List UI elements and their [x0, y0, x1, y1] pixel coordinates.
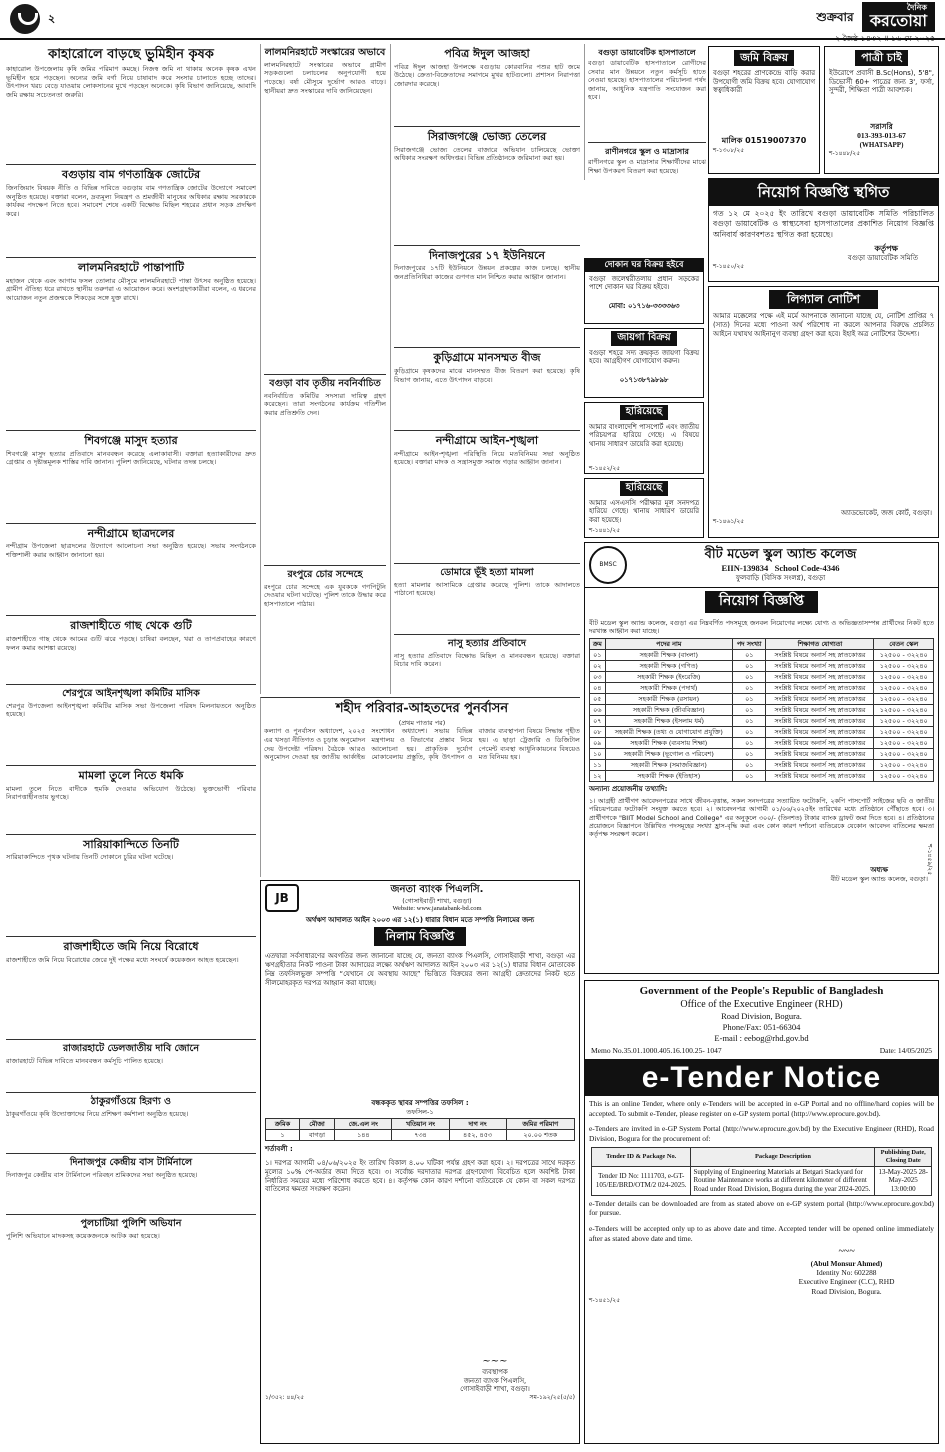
school-location: ফুলবাড়ি (বিসিক সংলগ্ন), বগুড়া: [735, 574, 826, 583]
ad-body: বগুড়া জলেশ্বরীতলায় প্রধান সড়কের পাশে দোকান ঘর বিক্রয় হইবে।: [589, 274, 699, 292]
table-cell: ১২৫০০ - ৩২২৪০: [874, 738, 934, 749]
ad-title: দোকান ঘর বিক্রয় হইবে: [585, 259, 703, 272]
ad-body: ইউরোপে প্রবাসী B.Sc(Hons), 5'8", ডিভোর্সী 60+ পাত্রের জন্য 3', ফর্সা, সুন্দরী, শিক্ষিতা পাত্রী আবশ্যক।: [829, 68, 934, 95]
recruitment-postponed-notice: [708, 178, 939, 282]
table-cell: 13-May-2025 28-May-2025 13:00:00: [875, 1166, 932, 1195]
school-logo-icon: BMSC: [589, 546, 627, 584]
property-schedule-title: বন্ধককৃত স্থাবর সম্পত্তির তফসিল :: [371, 1099, 469, 1108]
article-body: রংপুরে চোর সন্দেহে এক যুবককে গণপিটুনি দেওয়ার ঘটনা ঘটেছে। পুলিশ তাকে উদ্ধার করে হাসপাতালে পাঠায়।: [264, 582, 386, 608]
table-row: [590, 716, 934, 727]
ad-phone: 013-393-013-67: [857, 131, 906, 141]
table-cell: ০১: [732, 727, 766, 738]
table-cell: ১২৫০০ - ৩২২৪০: [874, 760, 934, 771]
article-headline: পুলচাটিয়া পুলিশি অভিযান: [80, 1217, 182, 1229]
table-cell: সহকারী শিক্ষক (পদার্থ): [605, 683, 732, 694]
signature-scribble: ~~~: [838, 1246, 855, 1258]
school-name: বীট মডেল স্কুল অ্যান্ড কলেজ: [704, 547, 857, 563]
article-headline: বগুড়ায় বাম গণতান্ত্রিক জোটের: [61, 168, 201, 182]
article-headline: কাহারোলে বাড়ছে ভুমিহীন কৃষক: [48, 47, 214, 62]
article-subtitle: (প্রথম পাতার পর): [398, 719, 446, 728]
ad-contact-label: সরাসরি: [870, 121, 893, 131]
tender-footer-2: e-Tenders will be accepted only up to as above date and time. Accepted tender will be opened online immediately after as stated above date and time.: [589, 1224, 934, 1243]
ad-contact: মালিক 01519007370: [721, 135, 807, 145]
table-header-cell: পদের নাম: [605, 639, 732, 650]
notice-body: গত ১২ মে ২০২৫ ইং তারিখে বগুড়া ডায়াবেটিক সমিতি পরিচালিত বগুড়া ডায়াবেটিক ও স্বাস্থ্যসেবা হাসপাতালের প্রকাশিত নিয়োগ বিজ্ঞপ্তি অনিবার্য কারণবশতঃ স্থগিত করা হয়েছে।: [713, 208, 934, 239]
ad-title: হারিয়েছে: [620, 405, 669, 420]
table-cell: সংশ্লিষ্ট বিষয়ে অনার্স সহ স্নাতকোত্তর: [766, 683, 874, 694]
table-cell: ১২৫০০ - ৩২২৪০: [874, 727, 934, 738]
table-row: [590, 672, 934, 683]
article-headline: পবিত্র ঈদুল আজহা: [444, 47, 530, 60]
ad-signature: অ্যাডভোকেট, জজ কোর্ট, বগুড়া।: [840, 509, 932, 517]
table-header-cell: পদ সংখ্যা: [732, 639, 766, 650]
table-cell: ৭৩৪: [392, 1130, 449, 1141]
notice-title: নিয়োগ বিজ্ঞপ্তি স্থগিত: [709, 179, 938, 206]
newspaper-logo-icon: [10, 4, 40, 34]
tender-intro-2: e-Tenders are invited in e-GP System Portal (http://www.eprocure.gov.bd) by the Executive Engineer (RHD), Road Division, Bogura for the procurement of:: [589, 1124, 934, 1143]
article-headline: রাজারহাটে ডেলজাতীয় দাবি জোনে: [62, 1043, 200, 1055]
table-cell: ০১: [732, 771, 766, 782]
school-sign: অধ্যক্ষ: [870, 866, 888, 875]
article-body: নন্দীগ্রাম উপজেলা ছাত্রদলের উদ্যোগে আলোচনা সভা অনুষ্ঠিত হয়েছে। সভায় সংগঠনকে শক্তিশালী করার আহ্বান জানানো হয়।: [6, 542, 256, 559]
article-headline: লালমনিরহাটে সংস্কারের অভাবে: [264, 47, 386, 58]
table-row: [590, 661, 934, 672]
table-cell: ০১: [732, 705, 766, 716]
table-cell: সংশ্লিষ্ট বিষয়ে অনার্স সহ স্নাতকোত্তর: [766, 705, 874, 716]
article-headline: রাণীনগরে স্কুল ও মাদ্রাসার: [605, 146, 689, 156]
table-cell: ০৯: [590, 738, 606, 749]
table-row: [590, 683, 934, 694]
ad-ref: সম-১৯২/২৫(৫/৫): [529, 1393, 575, 1401]
table-header-cell: ক্রমিক: [266, 1119, 300, 1130]
table-cell: ১২৫০০ - ৩২২৪০: [874, 683, 934, 694]
brand-logo: দৈনিক করতোয়া: [862, 2, 935, 32]
table-header-cell: শিক্ষাগত যোগ্যতা: [766, 639, 874, 650]
notice-intro: বীট মডেল স্কুল অ্যান্ড কলেজ, বগুড়া এর নিম্নবর্ণিত পদসমূহে জনবল নিয়োগের লক্ষ্যে যোগ্য ও অভিজ্ঞতাসম্পন্ন প্রার্থীদের নিকট হতে দরখাস্ত আহ্বান করা যাচ্ছে।: [589, 618, 934, 635]
table-header-cell: জে.এল নং: [335, 1119, 392, 1130]
table-cell: সহকারী শিক্ষক (ব্যবসায় শিক্ষা): [605, 738, 732, 749]
auction-body: এতদ্বারা সর্বসাধারণের অবগতির জন্য জানানো যাচ্ছে যে, জনতা ব্যাংক পিএলসি, গোসাইবাড়ী শাখা, বগুড়া এর ঋণগ্রহীতার নিকট পাওনা টাকা আদায়ের লক্ষ্যে অর্থঋণ আদালত আইন ২০০৩ এর ১২(১) ধারার বিধান মোতাবেক নিম্ন তফসিলভুক্ত সম্পত্তি “যেখানে যে অবস্থায় আছে” ভিত্তিতে বিক্রয়ের জন্য আগ্রহী ক্রেতাদের নিকট হতে সীলমোহরকৃত দরপত্র আহ্বান করা যাচ্ছে।: [265, 952, 575, 987]
article-body: নবনির্বাচিত কমিটির সদস্যরা দায়িত্ব গ্রহণ করেছেন। তারা সংগঠনের কার্যক্রম গতিশীল করার প্রতিশ্রুতি দেন।: [264, 391, 386, 417]
tender-office: Office of the Executive Engineer (RHD): [680, 998, 843, 1010]
tender-signature: ~~~ (Abul Monsur Ahmed) Identity No: 602288 Executive Engineer (C.C), RHD Road Division, Bogura.: [755, 1246, 938, 1296]
auction-title: নিলাম বিজ্ঞপ্তি: [374, 927, 467, 946]
article-body: দিনাজপুরের ১৭টি ইউনিয়নে উন্নয়ন প্রকল্পের কাজ চলছে। স্থানীয় জনপ্রতিনিধিরা কাজের গুণগত মান নিশ্চিত করার আহ্বান জানান।: [394, 264, 580, 281]
table-row: [590, 771, 934, 782]
table-header-cell: খতিয়ান নং: [392, 1119, 449, 1130]
table-cell: ০১: [732, 661, 766, 672]
article-headline: সারিয়াকান্দিতে তিনটি: [83, 837, 179, 851]
article-headline: কুড়িগ্রামে মানসম্মত বীজ: [433, 351, 541, 365]
article-body: দিনাজপুর কেন্দ্রীয় বাস টার্মিনালে পরিবহন শ্রমিকদের সভা অনুষ্ঠিত হয়েছে।: [6, 1170, 198, 1179]
table-cell: ২০.০০ শতক: [506, 1130, 574, 1141]
article-body: সিরাজগঞ্জে ভোজ্য তেলের বাজারে অভিযান চালিয়েছে ভোক্তা অধিকার সংরক্ষণ অধিদপ্তর। বিভিন্ন প্রতিষ্ঠানকে জরিমানা করা হয়।: [394, 145, 580, 163]
table-cell: ০৩: [590, 672, 606, 683]
article-body: রাণীনগরে স্কুল ও মাদ্রাসার শিক্ষার্থীদের মাঝে শিক্ষা উপকরণ বিতরণ করা হয়েছে।: [588, 158, 706, 175]
school-recruitment-notice: [584, 542, 939, 974]
ad-whatsapp: (WHATSAPP): [859, 140, 904, 149]
table-cell: ০৮: [590, 727, 606, 738]
article-headline: রাজশাহীতে গাছ থেকে গুটি: [70, 619, 192, 633]
table-cell: Supplying of Engineering Materials at Betgari Stackyard for Routine Maintenance works at different kilometer of different Road under Road Division, Bogura during the year 2024-2025.: [691, 1166, 875, 1195]
info-body: ১। আগ্রহী প্রার্থীগণ আবেদনপত্রের সাথে জীবন-বৃত্তান্ত, সকল সনদপত্রের সত্যায়িত ফটোকপি, ২কপি পাসপোর্ট সাইজের ছবি ও জাতীয় পরিচয়পত্রের ফটোকপি সংযুক্ত করতে হবে। ২। আবেদনপত্র আগামী ০১/০৬/২০২৫ইং তারিখের মধ্যে প্রতিষ্ঠানে পৌঁছাতে হবে। ৩। প্রার্থীগণকে "BIIT Model School and College" এর অনুকূলে ৩০০/- (তিনশত) টাকার ব্যাংক ড্রাফট জমা দিতে হবে। ৪। প্রতিষ্ঠানের প্রয়োজনে বিজ্ঞাপনে উল্লিখিত পদসমূহের সংখ্যা হ্রাস-বৃদ্ধি করা এবং কোন কারণ দর্শানো ব্যতিরেকে যেকোন আবেদন বাতিলের ক্ষমতা কর্তৃপক্ষ সংরক্ষণ করেন।: [589, 797, 934, 839]
table-cell: বাগড়া: [299, 1130, 334, 1141]
table-cell: সংশ্লিষ্ট বিষয়ে অনার্স সহ স্নাতকোত্তর: [766, 749, 874, 760]
ad-title: হারিয়েছে: [620, 481, 669, 496]
table-cell: ০৬: [590, 705, 606, 716]
table-cell: সংশ্লিষ্ট বিষয়ে অনার্স সহ স্নাতকোত্তর: [766, 672, 874, 683]
ad-phone: মোবা: ০১৭১৬-৩৩৩৩৬৩: [608, 301, 680, 310]
article-body: কাহারোল উপজেলায় কৃষি জমির পরিমাণ কমছে। নিজস্ব জমি না থাকায় অনেক কৃষক এখন ভূমিহীন হয়ে পড়ছেন। অন্যের জমি বর্গা নিয়ে চাষাবাদ করে সংসার চালাতে হচ্ছে তাদের। উৎপাদন খরচ বেড়ে যাওয়ায় লোকসানের মুখে পড়ছেন অনেকে। কৃষি বিভাগ জানিয়েছে, আবাদি জমি রক্ষায় সচেতনতা জরুরি।: [6, 65, 256, 99]
masthead: [0, 0, 945, 43]
issue-date: ২ জৈষ্ঠ ১৪৩২ ॥ ১৬ মে ২০২৫: [834, 34, 935, 43]
table-header-cell: দাগ নং: [449, 1119, 506, 1130]
article-body: নন্দীগ্রামে আইন-শৃঙ্খলা পরিস্থিতি নিয়ে মতবিনিময় সভা অনুষ্ঠিত হয়েছে। বক্তারা মাদক ও সন্ত্রাসমুক্ত সমাজ গড়ার আহ্বান জানান।: [394, 449, 580, 467]
table-cell: সংশ্লিষ্ট বিষয়ে অনার্স সহ স্নাতকোত্তর: [766, 650, 874, 661]
table-cell: সংশ্লিষ্ট বিষয়ে অনার্স সহ স্নাতকোত্তর: [766, 727, 874, 738]
ad-ref: শ-১৪৫০/২৫: [713, 263, 745, 271]
tender-intro: This is an online Tender, where only e-Tenders will be accepted in e-GP Portal and no offline/hard copies will be accepted. To submit e-Tender, please register on e-GP system portal (http://www.eprocure.gov.bd).: [589, 1099, 934, 1118]
article-body: পুলিশি অভিযানে মাদকসহ কয়েকজনকে আটক করা হয়েছে।: [6, 1231, 160, 1240]
article-body: পবিত্র ঈদুল আজহা উপলক্ষে বগুড়ায় কোরবানির পশুর হাট জমে উঠেছে। ক্রেতা-বিক্রেতাদের সমাগমে মুখর হাটগুলো। প্রশাসন নিরাপত্তা জোরদার করেছে।: [394, 62, 580, 88]
table-cell: সহকারী শিক্ষক (গণিত): [605, 661, 732, 672]
ad-title: পাত্রী চাই: [855, 50, 908, 66]
ad-ref: শ-১৪৫৯/২৫: [926, 844, 933, 876]
table-row: [590, 727, 934, 738]
table-cell: ০১: [732, 738, 766, 749]
table-cell: সংশ্লিষ্ট বিষয়ে অনার্স সহ স্নাতকোত্তর: [766, 661, 874, 672]
ad-title: জায়গা বিক্রয়: [611, 331, 676, 346]
bank-website: Website: www.janatabank-bd.com: [392, 904, 482, 912]
article-headline: রংপুরে চোর সন্দেহে: [287, 568, 363, 580]
table-header-cell: ক্রম: [590, 639, 606, 650]
article-body: নাসু হত্যার প্রতিবাদে বিক্ষোভ মিছিল ও মানববন্ধন হয়েছে। বক্তারা বিচার দাবি করেন।: [394, 651, 580, 669]
article-headline: বগুড়া ডায়াবেটিক হাসপাতালে: [598, 47, 696, 57]
bank-signature: ~~~ ব্যবস্থাপক জনতা ব্যাংক পিএলসি, গোসাইবাড়ী শাখা, বগুড়া।: [411, 1356, 579, 1394]
article-headline: নাসু হত্যার প্রতিবাদে: [448, 637, 526, 649]
table-row: [592, 1166, 932, 1195]
masthead-right: [817, 2, 936, 44]
table-cell: ০১: [732, 650, 766, 661]
column-5: [584, 44, 706, 180]
table-header-cell: Publishing Date, Closing Date: [875, 1147, 932, 1166]
tender-title: e-Tender Notice: [585, 1059, 938, 1097]
ad-body: বগুড়া শহরে সদ্য ক্রয়কৃত জায়গা বিক্রয় হবে। আগ্রহীগণ যোগাযোগ করুন।: [589, 348, 699, 366]
article-body: রাজশাহীতে গাছ থেকে আমের গুটি ঝরে পড়ছে। চাষিরা বলছেন, খরা ও তাপপ্রবাহের কারণে ফলন কমার আশঙ্কা রয়েছে।: [6, 635, 256, 652]
tender-email: E-mail : eebog@rhd.gov.bd: [714, 1032, 809, 1043]
ad-ref: শ-১৪৫২/২৫: [589, 464, 621, 472]
table-cell: সহকারী শিক্ষক (বাংলা): [605, 650, 732, 661]
table-cell: ১২৫০০ - ৩২২৪০: [874, 716, 934, 727]
table-cell: ০১: [590, 650, 606, 661]
table-row: [590, 694, 934, 705]
table-cell: সহকারী শিক্ষক (ইংরেজি): [605, 672, 732, 683]
table-cell: ১: [266, 1130, 300, 1141]
article-body: মহাজন থেকে এবং আগাম ফসল তোলার মৌসুমে লালমনিরহাটে পান্তা উৎসব অনুষ্ঠিত হয়েছে। গ্রামীণ ঐতিহ্য ধরে রাখতে স্থানীয় তরুণরা এ আয়োজন করে। অংশগ্রহণকারীরা বলেন, এ ধরনের আয়োজন নতুন প্রজন্মকে শিকড়ের সঙ্গে যুক্ত রাখে।: [6, 276, 256, 302]
ad-ref: শ-১৪৬১/২৫: [713, 518, 745, 526]
tender-footer-1: e-Tender details can be downloaded are from as stated above on e-GP system portal (http://www.eprocure.gov.bd) for pursue.: [589, 1198, 934, 1218]
article-headline: নন্দীগ্রামে ছাত্রদলের: [87, 526, 175, 540]
table-cell: ০১: [732, 672, 766, 683]
table-cell: ১০: [590, 749, 606, 760]
notice-title: নিয়োগ বিজ্ঞপ্তি: [705, 591, 818, 613]
property-schedule-sub: তফসিল-১: [406, 1107, 434, 1116]
table-row: [590, 749, 934, 760]
table-cell: ০২: [590, 661, 606, 672]
school-eiin: EIIN-139834: [721, 563, 769, 574]
table-cell: ০১: [732, 760, 766, 771]
ad-phone: ০১৭১৩৮৭৯৮৯৮: [619, 375, 669, 384]
article-body: রাজারহাটে বিভিন্ন দাবিতে মানববন্ধন কর্মসূচি পালিত হয়েছে।: [6, 1057, 164, 1065]
tender-phone: Phone/Fax: 051-66304: [722, 1021, 801, 1032]
article-headline: দিনাজপুরের ১৭ ইউনিয়নে: [429, 248, 545, 262]
article-body: শেরপুর উপজেলা আইনশৃঙ্খলা কমিটির মাসিক সভা উপজেলা পরিষদ মিলনায়তনে অনুষ্ঠিত হয়েছে।: [6, 701, 256, 719]
day-label: শুক্রবার: [816, 9, 854, 24]
table-cell: সহকারী শিক্ষক (রসায়ন): [605, 694, 732, 705]
bank-name: জনতা ব্যাংক পিএলসি.: [390, 884, 484, 895]
table-cell: ১২৫০০ - ৩২২৪০: [874, 694, 934, 705]
table-cell: ১২৫০০ - ৩২২৪০: [874, 749, 934, 760]
table-row: [590, 738, 934, 749]
ad-body: বগুড়া শহরের প্রাণকেন্দ্রে বাড়ি করার উপযোগী জমি বিক্রয় হবে। যোগাযোগ স্বত্বাধিকারী: [713, 68, 815, 95]
notice-sign: কর্তৃপক্ষ: [874, 243, 898, 253]
ad-title: লিগ্যাল নোটিশ: [769, 290, 878, 309]
tender-table: [591, 1147, 932, 1196]
table-cell: ০৭: [590, 716, 606, 727]
table-cell: ১৪৪: [335, 1130, 392, 1141]
ad-ref: শ-১৪৫১/২৫: [589, 1296, 621, 1304]
school-code: School Code-4346: [774, 563, 840, 574]
table-cell: সহকারী শিক্ষক (তথ্য ও যোগাযোগ প্রযুক্তি): [605, 727, 732, 738]
page-number: ২: [48, 12, 56, 25]
info-title: অন্যান্য প্রয়োজনীয় তথ্যাদি:: [589, 785, 668, 794]
article-body: কুড়িগ্রামে কৃষকদের মাঝে মানসম্মত বীজ বিতরণ করা হয়েছে। কৃষি বিভাগ জানায়, এতে উৎপাদন বাড়বে।: [394, 367, 580, 384]
table-row: [590, 705, 934, 716]
article-headline: শেরপুরে আইনশৃঙ্খলা কমিটির মাসিক: [62, 688, 200, 699]
signature-scribble: ~~~: [482, 1355, 508, 1367]
vacancy-table: [589, 638, 934, 782]
table-cell: ০৫: [590, 694, 606, 705]
shop-sale-ad: [584, 258, 704, 324]
table-cell: ৪৫২, ৪৫৩: [449, 1130, 506, 1141]
table-cell: ০৪: [590, 683, 606, 694]
article-headline: বগুড়া বাব তৃতীয় নবনির্বাচিত: [269, 377, 381, 389]
bank-branch: (গোসাইবাড়ী শাখা, বগুড়া): [402, 896, 472, 905]
column-2: [260, 44, 386, 694]
column-3: [390, 44, 580, 694]
article-body: হত্যা মামলার আসামিকে গ্রেপ্তার করেছে পুলিশ। তাকে আদালতে পাঠানো হয়েছে।: [394, 580, 580, 598]
article-body: কল্যাণ ও পুনর্বাসন অধ্যাদেশ, ২০২৫ এর খসড়া নীতিগত ও চূড়ান্ত অনুমোদন দেয় উপদেষ্টা পরিষদ। বৈঠকে আরও অনুমোদন দেওয়া হয় জাতীয় আর্কাইভ সংশোধন অধ্যাদেশ। সভায় বিভিন্ন মন্ত্রণালয় ও বিভাগের প্রস্তাব নিয়ে আলোচনা হয়। প্রাকৃতিক দুর্যোগ মোকাবেলায় প্রস্তুতি, কৃষি উৎপাদন ও বাজার ব্যবস্থাপনা বিষয়ে সিদ্ধান্ত গৃহীত হয়। এ ছাড়া ট্রেজারি ও ডিজিটাল পেমেন্ট ব্যবস্থা আধুনিকায়নের বিষয়েও মত বিনিময় হয়।: [264, 727, 580, 762]
ad-ref: শ-১৪৪১/২৫: [589, 526, 621, 534]
land-sale-ad: [708, 46, 820, 174]
table-cell: ০১: [732, 716, 766, 727]
article-body: বগুড়া ডায়াবেটিক হাসপাতালে রোগীদের সেবার মান উন্নয়নে নতুন কর্মসূচি হাতে নেওয়া হয়েছে। হাসপাতালের পরিচালনা পর্ষদ জানায়, আধুনিক যন্ত্রপাতি সংযোজন করা হবে।: [588, 59, 706, 102]
table-row: [590, 650, 934, 661]
article-body: সারিয়াকান্দিতে পৃথক ঘটনায় তিনটি দোকানে চুরির ঘটনা ঘটেছে।: [6, 853, 174, 862]
article-body: লালমনিরহাটে সংস্কারের অভাবে গ্রামীণ সড়কগুলো চলাচলের অনুপযোগী হয়ে পড়েছে। বর্ষা মৌসুমে দুর্ভোগ আরও বাড়ে। স্থানীয়রা দ্রুত সংস্কারের দাবি জানিয়েছেন।: [264, 60, 386, 95]
space-sale-ad: [584, 328, 704, 398]
article-body: জিনজিয়াং বিষয়ক নীতি ও বিভিন্ন দাবিতে বগুড়ায় বাম গণতান্ত্রিক জোটের উদ্যোগে সমাবেশ অনুষ্ঠিত হয়েছে। বক্তারা বলেন, দ্রব্যমূল্য নিয়ন্ত্রণ ও শ্রমজীবী মানুষের অধিকার রক্ষায় সরকারকে কার্যকর পদক্ষেপ নিতে হবে। সমাবেশ শেষে একটি বিক্ষোভ মিছিল শহরের প্রধান সড়ক প্রদক্ষিণ করে।: [6, 184, 256, 218]
matrimonial-ad: [824, 46, 939, 174]
article-headline: শিবগঞ্জে মাসুদ হত্যার: [84, 433, 178, 447]
table-cell: Tender ID No: 1111703, e-GT-105/EE/BRD/OTM/2 024-2025.: [592, 1166, 691, 1195]
table-cell: ১১: [590, 760, 606, 771]
table-cell: সহকারী শিক্ষক (ভূগোল ও পরিবেশ): [605, 749, 732, 760]
table-cell: ০১: [732, 749, 766, 760]
column-1: [6, 44, 256, 1444]
tender-gov: Government of the People's Republic of Bangladesh: [639, 985, 884, 997]
table-cell: ১২: [590, 771, 606, 782]
table-cell: ১২৫০০ - ৩২২৪০: [874, 672, 934, 683]
conditions-title: শর্তাবলী :: [265, 1145, 293, 1154]
table-cell: ১২৫০০ - ৩২২৪০: [874, 771, 934, 782]
e-tender-notice: [584, 980, 939, 1444]
table-header-cell: জমির পরিমাণ: [506, 1119, 574, 1130]
ad-body: আমার মক্কেলের পক্ষে এই মর্মে আপনাকে জানানো যাচ্ছে যে, নোটিশ প্রাপ্তির ৭ (সাত) দিনের মধ্যে পাওনা অর্থ পরিশোধ না করলে আপনার বিরুদ্ধে প্রচলিত আইনে যথাযথ আইনানুগ ব্যবস্থা গ্রহণ করা হবে। ইহাই অত্র নোটিশের উদ্দেশ্য।: [713, 312, 934, 338]
table-cell: ১২৫০০ - ৩২২৪০: [874, 650, 934, 661]
lost-notice-1: [584, 402, 704, 474]
tender-division: Road Division, Bogura.: [721, 1011, 802, 1022]
ad-body: আমার এসএসসি পরীক্ষার মূল সনদপত্র হারিয়ে গেছে। থানায় সাধারণ ডায়েরি করা হয়েছে।: [589, 498, 699, 525]
table-cell: ১২৫০০ - ৩২২৪০: [874, 705, 934, 716]
article-headline: রাজশাহীতে জমি নিয়ে বিরোধে: [63, 940, 199, 954]
ad-ref: শ-১৪৪৮/২৫: [829, 150, 861, 158]
ad-title: জমি বিক্রয়: [734, 50, 794, 66]
table-header-cell: মৌজা: [299, 1119, 334, 1130]
bank-auction-notice: [260, 880, 580, 1444]
ad-body: আমার বাংলাদেশি পাসপোর্ট এবং জাতীয় পরিচয়পত্র হারিয়ে গেছে। এ বিষয়ে থানায় সাধারণ ডায়েরি করা হয়েছে।: [589, 422, 699, 449]
table-cell: সহকারী শিক্ষক (ইসলাম ধর্ম): [605, 716, 732, 727]
table-cell: সহকারী শিক্ষক (জীববিজ্ঞান): [605, 705, 732, 716]
school-sign-org: বীট মডেল স্কুল অ্যান্ড কলেজ, বগুড়া।: [830, 874, 928, 883]
article-headline: ডোমারে ভূঁই হত্যা মামলা: [440, 566, 534, 578]
tender-memo: Memo No.35.01.1000.405.16.100.25- 1047: [591, 1046, 722, 1056]
auction-law: অর্থঋণ আদালত আইন ২০০৩ এর ১২(১) ধারার বিধান মতে সম্পত্তি নিলামের জন্য: [305, 915, 535, 924]
table-cell: ১২৫০০ - ৩২২৪০: [874, 661, 934, 672]
legal-notice: [708, 286, 939, 538]
table-header-cell: বেতন স্কেল: [874, 639, 934, 650]
table-header-cell: Tender ID & Package No.: [592, 1147, 691, 1166]
table-cell: সংশ্লিষ্ট বিষয়ে অনার্স সহ স্নাতকোত্তর: [766, 771, 874, 782]
article-headline: ঠাকুরগাঁওয়ে হিরণ্য ও: [90, 1096, 172, 1107]
table-row: [266, 1130, 575, 1141]
article-body: শিবগঞ্জে মাসুদ হত্যার প্রতিবাদে মানববন্ধন করেছে এলাকাবাসী। বক্তারা হত্যাকারীদের দ্রুত গ্রেপ্তার ও দৃষ্টান্তমূলক শাস্তির দাবি জানান। পুলিশ জানিয়েছে, ঘটনার তদন্ত চলছে।: [6, 449, 256, 467]
table-row: [590, 760, 934, 771]
article-headline: সিরাজগঞ্জে ভোজ্য তেলের: [427, 129, 547, 143]
article-headline: নন্দীগ্রামে আইন-শৃঙ্খলা: [435, 434, 539, 447]
table-cell: সংশ্লিষ্ট বিষয়ে অনার্স সহ স্নাতকোত্তর: [766, 694, 874, 705]
table-cell: ০১: [732, 694, 766, 705]
wide-article: [260, 697, 580, 877]
notice-sign-org: বগুড়া ডায়াবেটিক সমিতি: [847, 253, 918, 262]
lost-notice-2: [584, 478, 704, 538]
conditions-body: ১। দরপত্র আগামী ০৪/০৬/২০২৫ ইং তারিখ বিকাল ৪.০০ ঘটিকা পর্যন্ত গ্রহণ করা হবে। ২। দরপত্রের সাথে দরকৃত মূল্যের ১০% পে-অর্ডার জমা দিতে হবে। ৩। সর্বোচ্চ দরদাতার দরপত্র গ্রহণযোগ্য বিবেচিত হলে অবশিষ্ট টাকা নির্ধারিত সময়ের মধ্যে পরিশোধ করতে হবে। ৪। কর্তৃপক্ষ কোন কারণ দর্শানো ব্যতিরেকে যে কোন বা সকল দরপত্র বাতিলের ক্ষমতা সংরক্ষণ করেন।: [265, 1158, 575, 1194]
ad-ref: ১/৩৫২: ৪৪/২৫: [265, 1393, 305, 1401]
table-cell: সহকারী শিক্ষক (ইতিহাস): [605, 771, 732, 782]
property-table: [265, 1118, 575, 1141]
article-body: রাজশাহীতে জমি নিয়ে বিরোধের জেরে দুই পক্ষের মধ্যে সংঘর্ষে কয়েকজন আহত হয়েছেন।: [6, 956, 239, 965]
bank-logo-icon: JB: [265, 884, 299, 912]
article-headline: শহীদ পরিবার-আহতদের পুনর্বাসন: [335, 701, 509, 716]
table-cell: সহকারী শিক্ষক (সমাজবিজ্ঞান): [605, 760, 732, 771]
table-cell: সংশ্লিষ্ট বিষয়ে অনার্স সহ স্নাতকোত্তর: [766, 716, 874, 727]
table-header-cell: Package Description: [691, 1147, 875, 1166]
article-body: ঠাকুরগাঁওয়ে কৃষি উদ্যোক্তাদের নিয়ে প্রশিক্ষণ কর্মশালা অনুষ্ঠিত হয়েছে।: [6, 1109, 189, 1118]
article-headline: মামলা তুলে নিতে ধমকি: [78, 768, 184, 782]
table-cell: সংশ্লিষ্ট বিষয়ে অনার্স সহ স্নাতকোত্তর: [766, 738, 874, 749]
article-headline: লালমনিরহাটে পান্তাপাটি: [78, 261, 184, 274]
tender-date: Date: 14/05/2025: [879, 1046, 932, 1056]
article-headline: দিনাজপুর কেন্দ্রীয় বাস টার্মিনালে: [69, 1156, 193, 1168]
ad-ref: শ-১৩০৮/২৫: [713, 146, 745, 154]
table-cell: ০১: [732, 683, 766, 694]
article-body: মামলা তুলে নিতে বাদীকে হুমকি দেওয়ার অভিযোগ উঠেছে। ভুক্তভোগী পরিবার নিরাপত্তাহীনতায় ভুগছে।: [6, 784, 256, 802]
table-cell: সংশ্লিষ্ট বিষয়ে অনার্স সহ স্নাতকোত্তর: [766, 760, 874, 771]
